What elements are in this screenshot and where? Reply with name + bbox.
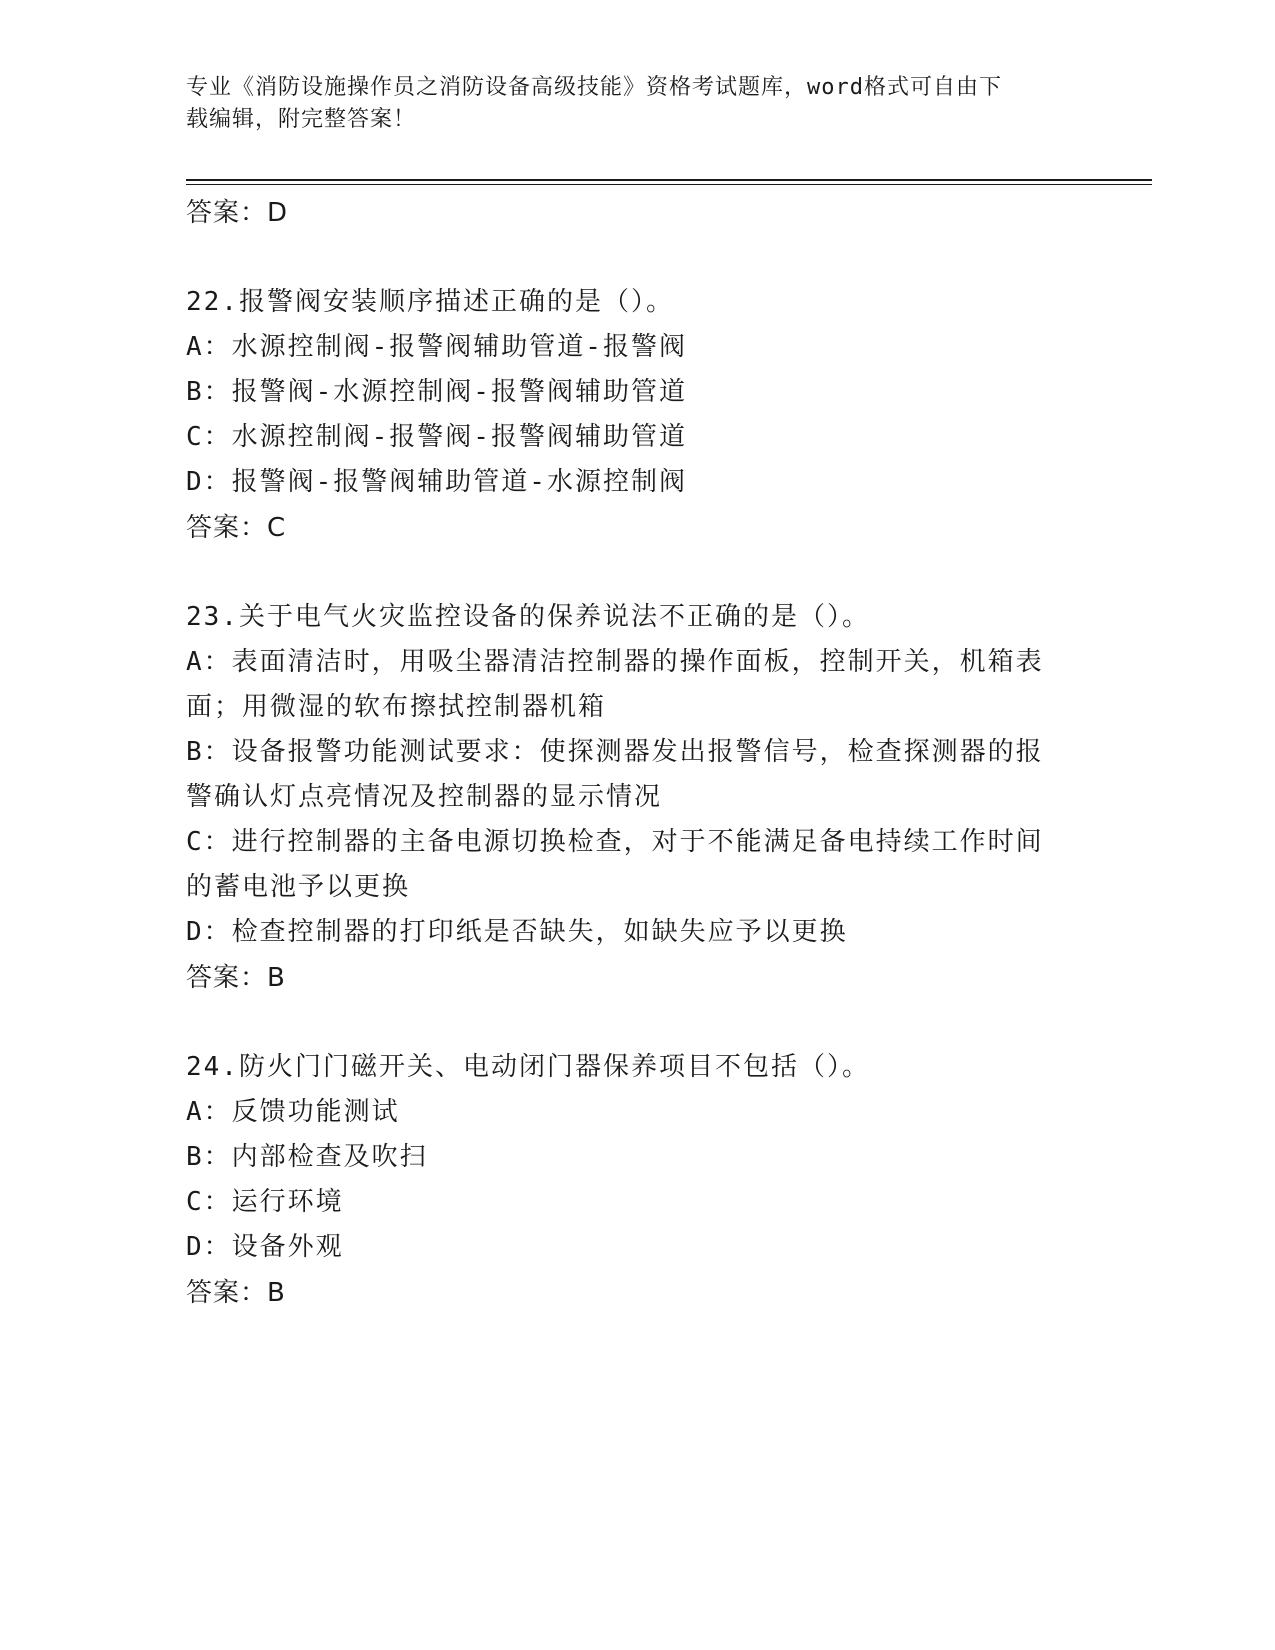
answer-line: 答案：C: [186, 513, 287, 543]
option-line: 警确认灯点亮情况及控制器的显示情况: [186, 782, 663, 812]
header-divider-thin: [186, 184, 1152, 185]
option-line: C：进行控制器的主备电源切换检查，对于不能满足备电持续工作时间: [186, 827, 1044, 857]
option-line: B：设备报警功能测试要求：使探测器发出报警信号，检查探测器的报: [186, 737, 1044, 767]
answer-line: 答案：B: [186, 1278, 286, 1308]
question-block: [186, 595, 1086, 1001]
spacer: [186, 551, 1086, 595]
option-line: 的蓄电池予以更换: [186, 872, 411, 902]
option-line: 面；用微湿的软布擦拭控制器机箱: [186, 692, 607, 722]
question-block: [186, 1045, 1086, 1316]
spacer: [186, 1001, 1086, 1045]
spacer: [186, 236, 1086, 280]
question-title: 23.关于电气火灾监控设备的保养说法不正确的是（）。: [186, 602, 870, 632]
option-line: B：报警阀-水源控制阀-报警阀辅助管道: [186, 377, 687, 407]
question-list: [186, 190, 1086, 1316]
header-line-2: 载编辑，附完整答案！: [186, 107, 417, 132]
option-line: B：内部检查及吹扫: [186, 1142, 428, 1172]
option-line: A：水源控制阀-报警阀辅助管道-报警阀: [186, 332, 687, 362]
answer-line: 答案：B: [186, 963, 286, 993]
option-line: C：运行环境: [186, 1187, 344, 1217]
question-title: 24.防火门门磁开关、电动闭门器保养项目不包括（）。: [186, 1052, 870, 1082]
option-line: D：检查控制器的打印纸是否缺失，如缺失应予以更换: [186, 917, 848, 947]
option-line: A：反馈功能测试: [186, 1097, 400, 1127]
option-line: C：水源控制阀-报警阀-报警阀辅助管道: [186, 422, 687, 452]
document-header: [186, 72, 1086, 136]
option-line: A：表面清洁时，用吸尘器清洁控制器的操作面板，控制开关，机箱表: [186, 647, 1044, 677]
question-block: [186, 280, 1086, 551]
answer-line: 答案：D: [186, 198, 289, 228]
header-line-1: 专业《消防设施操作员之消防设备高级技能》资格考试题库，word格式可自由下: [186, 75, 1002, 100]
option-line: D：设备外观: [186, 1232, 344, 1262]
option-line: D：报警阀-报警阀辅助管道-水源控制阀: [186, 467, 687, 497]
header-divider-thick: [186, 179, 1152, 181]
question-title: 22.报警阀安装顺序描述正确的是（）。: [186, 287, 674, 317]
